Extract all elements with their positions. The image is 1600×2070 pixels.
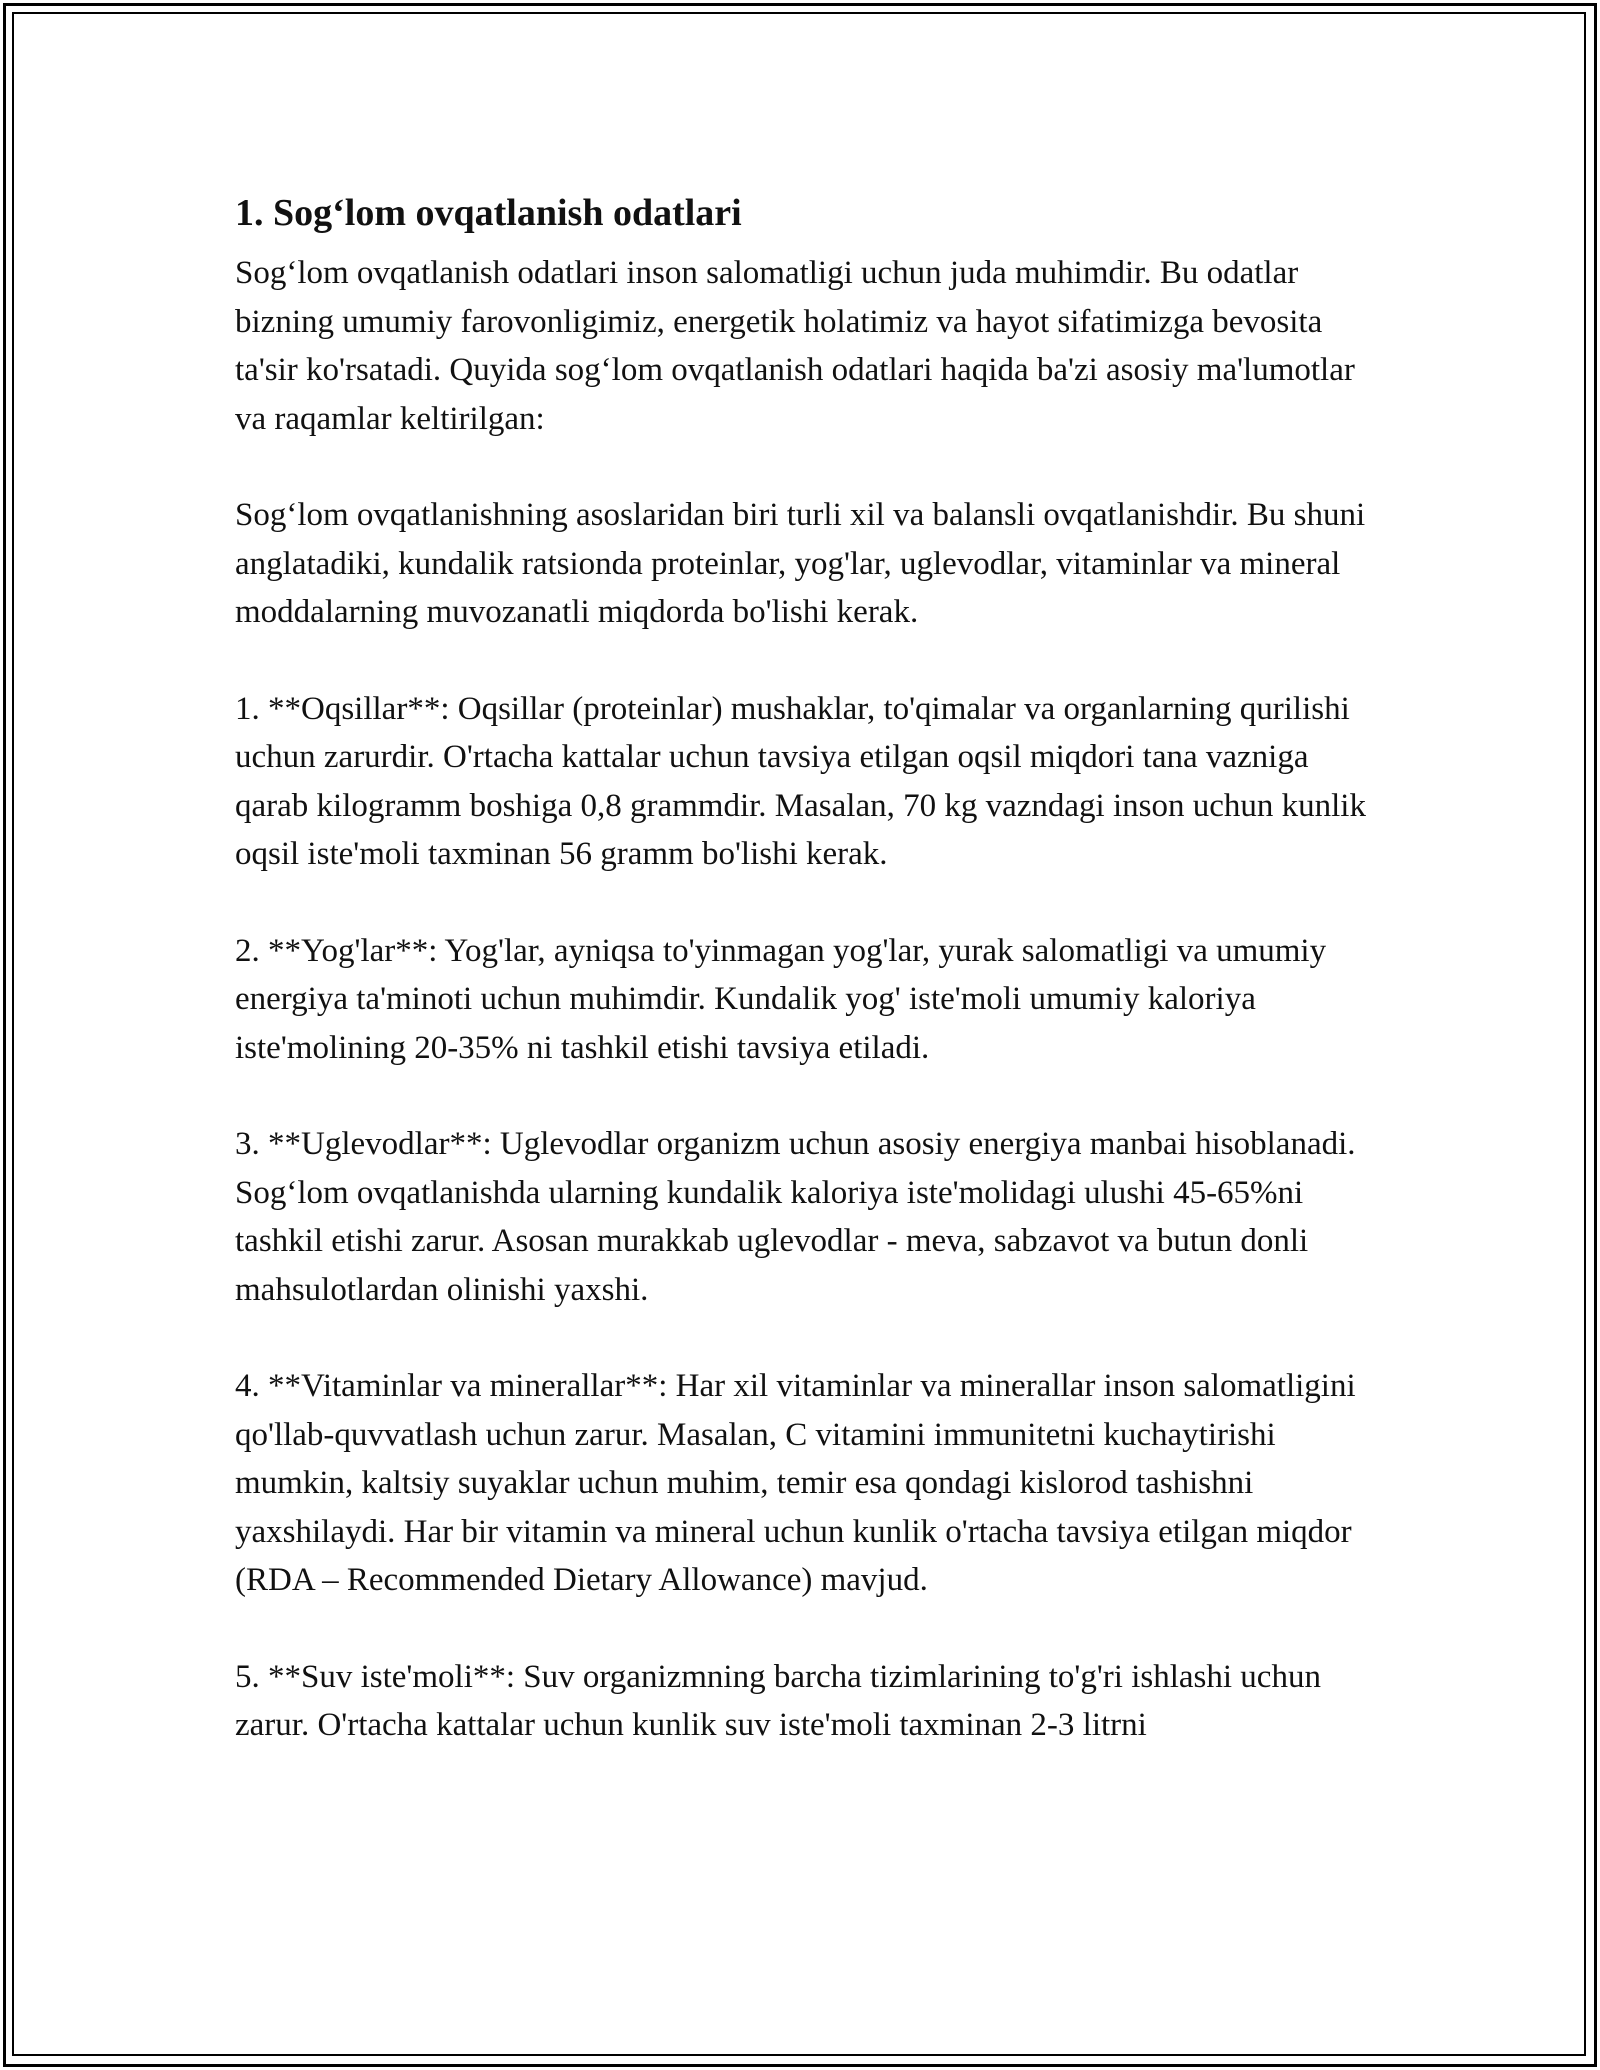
intro-paragraph: Sog‘lom ovqatlanish odatlari inson salomatligi uchun juda muhimdir. Bu odatlar bizning umumiy farovonligimiz, energetik holatimiz va hayot sifatimizga bevosita ta'sir ko'rsatadi. Quyida sog‘lom ovqatlanish odatlari haqida ba'zi asosiy ma'lumotlar va raqamlar keltirilgan:	[235, 255, 1355, 437]
carbohydrates-paragraph: 3. **Uglevodlar**: Uglevodlar organizm uchun asosiy energiya manbai hisoblanadi. Sog‘lom ovqatlanishda ularning kundalik kaloriya iste'molidagi ulushi 45-65%ni tashkil etishi zarur. Asosan murakkab uglevodlar - meva, sabzavot va butun donli mahsulotlardan olinishi yaxshi.	[235, 1126, 1356, 1308]
vitamins-minerals-paragraph: 4. **Vitaminlar va minerallar**: Har xil vitaminlar va minerallar inson salomatligini qo'llab-quvvatlash uchun zarur. Masalan, C vitamini immunitetni kuchaytirishi mumkin, kaltsiy suyaklar uchun muhim, temir esa qondagi kislorod tashishni yaxshilaydi. Har bir vitamin va mineral uchun kunlik o'rtacha tavsiya etilgan miqdor (RDA – Recommended Dietary Allowance) mavjud.	[235, 1368, 1356, 1598]
section-heading: 1. Sog‘lom ovqatlanish odatlari	[235, 192, 742, 234]
balanced-diet-paragraph: Sog‘lom ovqatlanishning asoslaridan biri turli xil va balansli ovqatlanishdir. Bu shuni anglatadiki, kundalik ratsionda proteinlar, yog'lar, uglevodlar, vitaminlar va mineral moddalarning muvozanatli miqdorda bo'lishi kerak.	[235, 497, 1366, 630]
document-body	[235, 187, 1375, 1750]
proteins-paragraph: 1. **Oqsillar**: Oqsillar (proteinlar) mushaklar, to'qimalar va organlarning qurilishi uchun zarurdir. O'rtacha kattalar uchun tavsiya etilgan oqsil miqdori tana vazniga qarab kilogramm boshiga 0,8 grammdir. Masalan, 70 kg vazndagi inson uchun kunlik oqsil iste'moli taxminan 56 gramm bo'lishi kerak.	[235, 690, 1366, 872]
water-intake-paragraph: 5. **Suv iste'moli**: Suv organizmning barcha tizimlarining to'g'ri ishlashi uchun zarur. O'rtacha kattalar uchun kunlik suv iste'moli taxminan 2-3 litrni	[235, 1658, 1321, 1743]
fats-paragraph: 2. **Yog'lar**: Yog'lar, ayniqsa to'yinmagan yog'lar, yurak salomatligi va umumiy energiya ta'minoti uchun muhimdir. Kundalik yog' iste'moli umumiy kaloriya iste'molining 20-35% ni tashkil etishi tavsiya etiladi.	[235, 932, 1327, 1066]
